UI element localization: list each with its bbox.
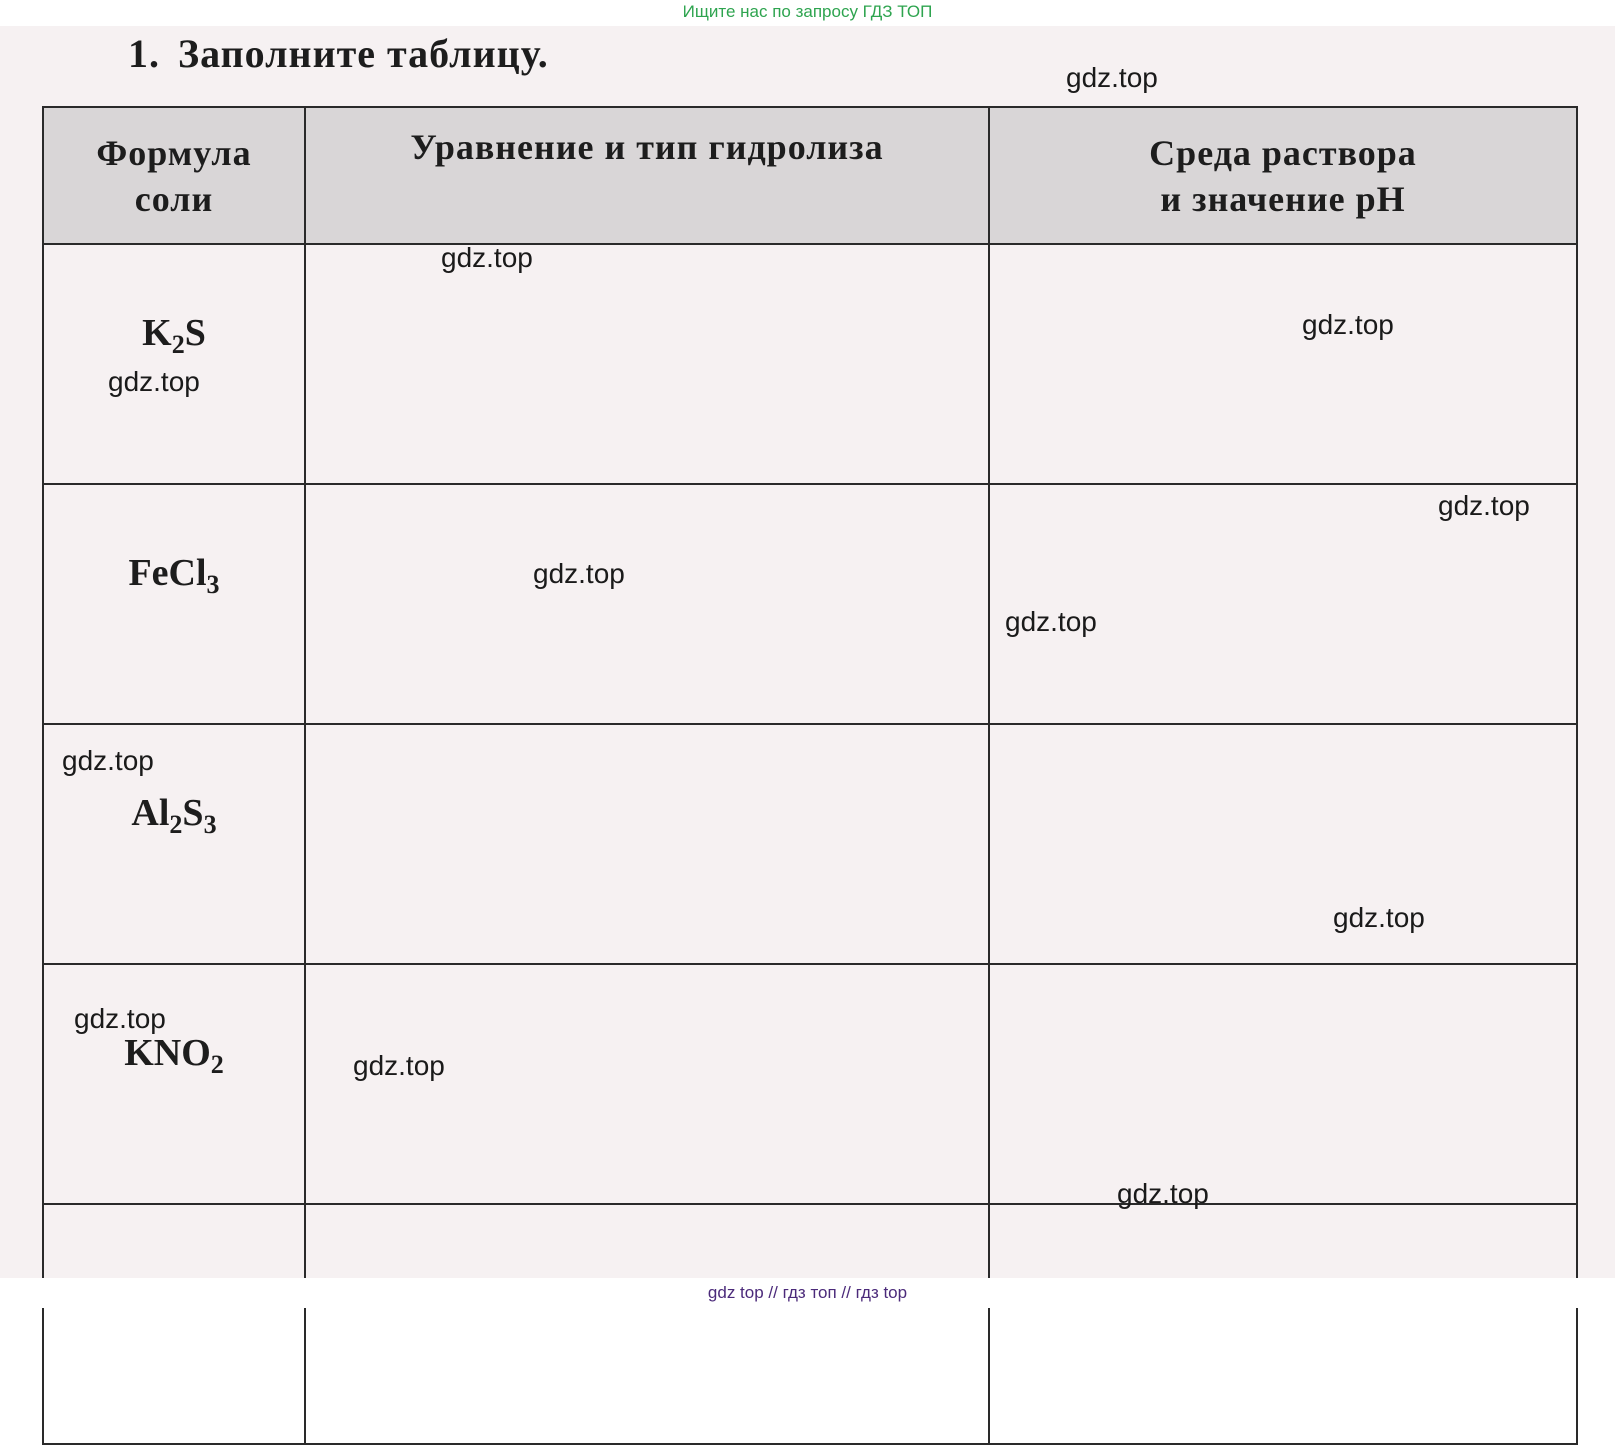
- equation-cell[interactable]: [305, 964, 989, 1204]
- medium-ph-cell[interactable]: [989, 724, 1577, 964]
- watermark: gdz.top: [1066, 62, 1158, 93]
- header-equation-type: Уравнение и тип гидролиза: [305, 107, 989, 244]
- task-title: Заполните таблицу.: [178, 31, 549, 76]
- table-header-row: [43, 107, 1577, 244]
- salt-formula-cell: [43, 964, 305, 1204]
- task-heading: [128, 30, 549, 77]
- equation-cell[interactable]: [305, 724, 989, 964]
- watermark: gdz.top: [1302, 309, 1394, 340]
- watermark: gdz.top: [353, 1050, 445, 1081]
- medium-ph-cell[interactable]: [989, 1204, 1577, 1444]
- watermark: gdz.top: [74, 1003, 166, 1034]
- table-row: [43, 964, 1577, 1204]
- table-row: [43, 244, 1577, 484]
- equation-cell[interactable]: [305, 244, 989, 484]
- hydrolysis-table: [42, 106, 1578, 1445]
- header-salt-formula: Формула соли: [43, 107, 305, 244]
- salt-formula-cell: [43, 484, 305, 724]
- table-row: [43, 484, 1577, 724]
- salt-formula-cell: [43, 1204, 305, 1444]
- medium-ph-cell[interactable]: [989, 964, 1577, 1204]
- medium-ph-cell[interactable]: [989, 244, 1577, 484]
- table-row: [43, 1204, 1577, 1444]
- watermark: gdz.top: [62, 745, 154, 776]
- equation-cell[interactable]: [305, 1204, 989, 1444]
- equation-cell[interactable]: [305, 484, 989, 724]
- top-banner[interactable]: Ищите нас по запросу ГДЗ ТОП: [0, 0, 1615, 26]
- task-number: 1.: [128, 31, 160, 76]
- bottom-banner[interactable]: gdz top // гдз топ // гдз top: [0, 1278, 1615, 1308]
- salt-formula-cell: [43, 244, 305, 484]
- watermark: gdz.top: [108, 366, 200, 397]
- watermark: gdz.top: [1117, 1178, 1209, 1209]
- header-medium-ph: Среда раствора и значение pH: [989, 107, 1577, 244]
- watermark: gdz.top: [441, 242, 533, 273]
- salt-formula: $K_2S$: [142, 312, 206, 359]
- salt-formula: $Al_2S_3$: [131, 792, 217, 839]
- watermark: gdz.top: [1438, 490, 1530, 521]
- watermark: gdz.top: [533, 558, 625, 589]
- salt-formula: $KNO_2$: [124, 1032, 224, 1079]
- watermark: gdz.top: [1333, 902, 1425, 933]
- watermark: gdz.top: [1005, 606, 1097, 637]
- salt-formula: FeCl$_3$: [128, 552, 220, 599]
